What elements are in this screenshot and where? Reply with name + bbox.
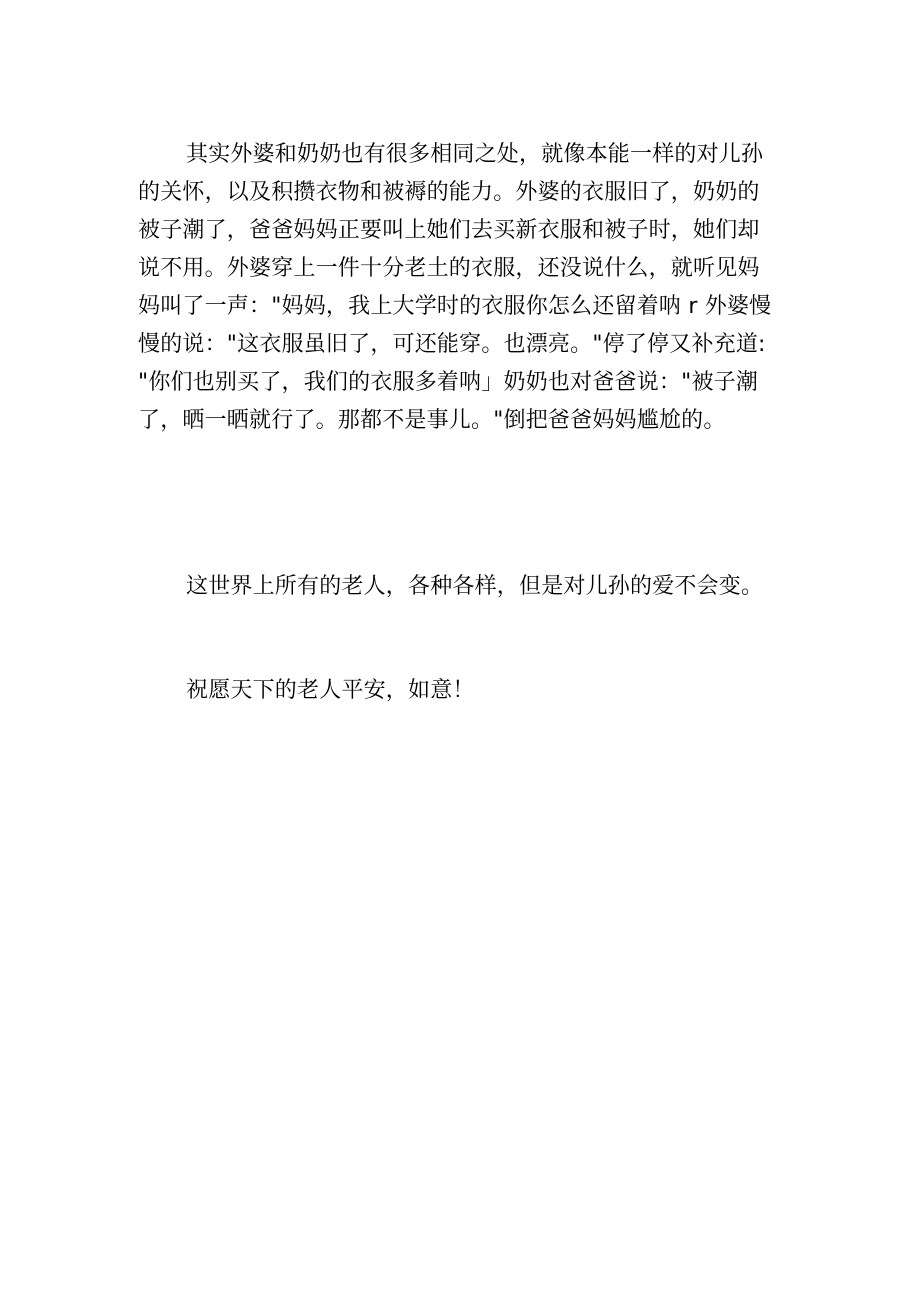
paragraph-line: 慢的说："这衣服虽旧了，可还能穿。也漂亮。"停了停又补充道:: [138, 332, 766, 357]
paragraph-line: 的关怀，以及积攒衣物和被褥的能力。外婆的衣服旧了，奶奶的: [138, 180, 760, 205]
paragraph-all-elders: [138, 568, 798, 606]
paragraph-grandmothers: [138, 136, 798, 440]
paragraph-blessing: [138, 672, 798, 710]
paragraph-line: 其实外婆和奶奶也有很多相同之处，就像本能一样的对儿孙: [186, 142, 764, 167]
paragraph-line: "你们也别买了，我们的衣服多着呐」奶奶也对爸爸说："被子潮: [138, 370, 759, 395]
paragraph-line: 说不用。外婆穿上一件十分老土的衣服，还没说什么，就听见妈: [138, 256, 760, 281]
paragraph-line: 被子潮了，爸爸妈妈正要叫上她们去买新衣服和被子时，她们却: [138, 218, 760, 243]
paragraph-line: 妈叫了一声："妈妈，我上大学时的衣服你怎么还留着呐 r 外婆慢: [138, 294, 772, 319]
paragraph-line: 了，晒一晒就行了。那都不是事儿。"倒把爸爸妈妈尴尬的。: [138, 408, 726, 433]
paragraph-line: 这世界上所有的老人，各种各样，但是对儿孙的爱不会变。: [186, 574, 764, 599]
paragraph-line: 祝愿天下的老人平安，如意！: [186, 678, 475, 703]
